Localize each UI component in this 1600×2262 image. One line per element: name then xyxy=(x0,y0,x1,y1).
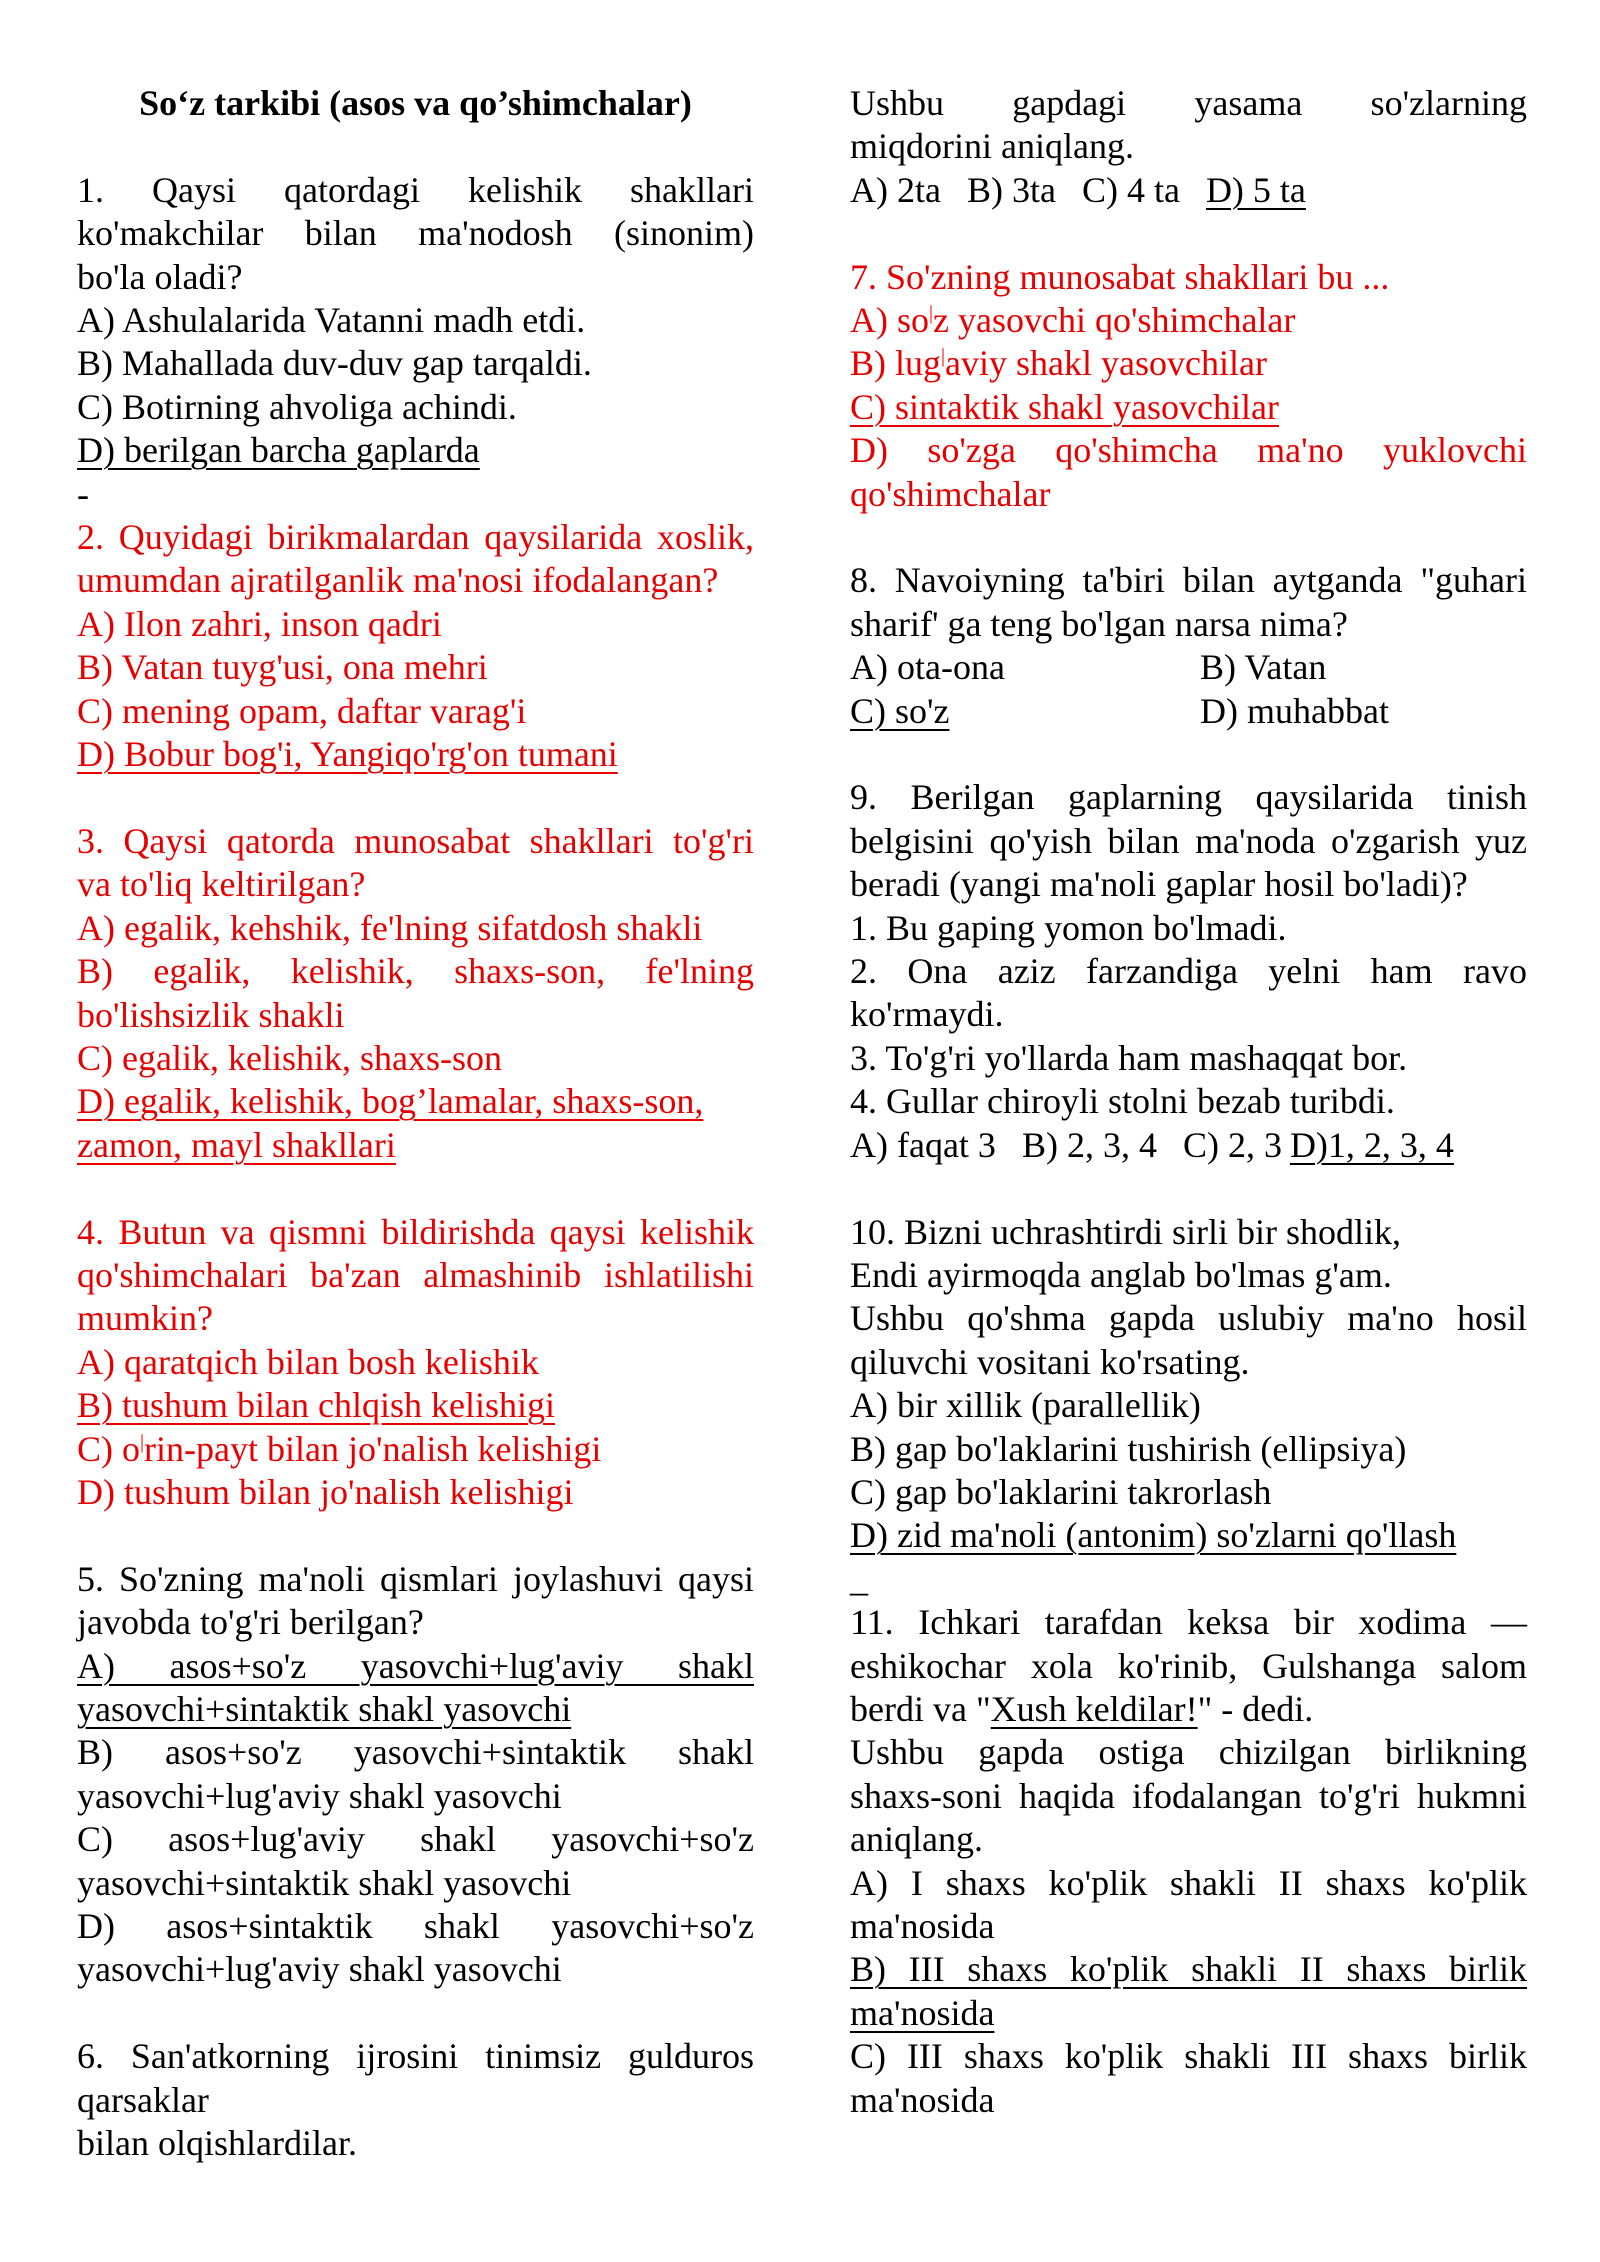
question-7-option-c-answer[interactable]: C) sintaktik shakl yasovchilar xyxy=(850,386,1279,427)
question-9-item: 3. To'g'ri yo'llarda ham mashaqqat bor. xyxy=(850,1037,1408,1078)
question-1 xyxy=(77,169,754,473)
question-10-text-line: qiluvchi vositani ko'rsating. xyxy=(850,1341,1250,1382)
question-10-text-line: 10. Bizni uchrashtirdi sirli bir shodlik, xyxy=(850,1211,1401,1252)
question-3-option-b[interactable]: B) egalik, kelishik, shaxs-son, fe'lning xyxy=(77,951,754,992)
question-6-text-line: miqdorini aniqlang. xyxy=(850,126,1134,167)
question-2-option-b[interactable]: B) Vatan tuyg'usi, ona mehri xyxy=(77,647,488,688)
question-6-text-line: qarsaklar xyxy=(77,2079,209,2120)
question-6-option-a[interactable]: A) 2ta xyxy=(850,169,941,210)
question-11-option-c[interactable]: C) III shaxs ko'plik shakli III shaxs birlik xyxy=(850,2036,1527,2077)
question-2-option-d-answer[interactable]: D) Bobur bog'i, Yangiqo'rg'on tumani xyxy=(77,734,618,775)
right-column xyxy=(850,82,1527,2165)
question-9-text-line: beradi (yangi ma'noli gaplar hosil bo'ladi)? xyxy=(850,864,1468,905)
question-8-options-row xyxy=(850,646,1527,689)
question-11-option-a[interactable]: A) I shaxs ko'plik shakli II shaxs ko'plik xyxy=(850,1862,1527,1903)
question-3-option-c[interactable]: C) egalik, kelishik, shaxs-son xyxy=(77,1037,502,1078)
question-3-option-d-answer[interactable]: D) egalik, kelishik, bog’lamalar, shaxs-son, xyxy=(77,1081,704,1122)
left-column xyxy=(77,82,754,2165)
question-7-option-d[interactable]: D) so'zga qo'shimcha ma'no yuklovchi xyxy=(850,430,1527,471)
question-1-option-b[interactable]: B) Mahallada duv-duv gap tarqaldi. xyxy=(77,343,592,384)
question-4-option-a[interactable]: A) qaratqich bilan bosh kelishik xyxy=(77,1341,539,1382)
question-5-option-c[interactable]: C) asos+lug'aviy shakl yasovchi+so'z xyxy=(77,1819,754,1860)
apostrophe-mark: | xyxy=(941,345,946,368)
question-9-item: 4. Gullar chiroyli stolni bezab turibdi. xyxy=(850,1081,1395,1122)
question-7-option-d-cont[interactable]: qo'shimchalar xyxy=(850,473,1051,514)
question-3-option-b-cont[interactable]: bo'lishsizlik shakli xyxy=(77,994,345,1035)
question-3-option-a[interactable]: A) egalik, kehshik, fe'lning sifatdosh shakli xyxy=(77,907,703,948)
question-10-option-b[interactable]: B) gap bo'laklarini tushirish (ellipsiya) xyxy=(850,1428,1407,1469)
question-11-option-a-cont[interactable]: ma'nosida xyxy=(850,1906,995,1946)
question-11-text-line: eshikochar xola ko'rinib, Gulshanga salom xyxy=(850,1645,1527,1686)
question-11-option-c-cont[interactable]: ma'nosida xyxy=(850,2079,995,2120)
question-8 xyxy=(850,559,1527,733)
question-6 xyxy=(77,2035,754,2165)
question-1-text-line: 1. Qaysi qatordagi kelishik shakllari xyxy=(77,169,754,210)
question-8-option-b[interactable]: B) Vatan xyxy=(1200,647,1327,688)
question-11-option-b-answer-cont[interactable]: ma'nosida xyxy=(850,1992,995,2033)
question-4-text-line: 4. Butun va qismni bildirishda qaysi kelishik xyxy=(77,1211,754,1252)
question-9-option-c[interactable]: C) 2, 3 xyxy=(1182,1124,1282,1165)
question-9-text-line: 9. Berilgan gaplarning qaysilarida tinish xyxy=(850,777,1527,818)
question-5-option-d-cont[interactable]: yasovchi+lug'aviy shakl yasovchi xyxy=(77,1949,562,1990)
question-9-item: 1. Bu gaping yomon bo'lmadi. xyxy=(850,907,1287,948)
question-1-text-line: bo'la oladi? xyxy=(77,256,243,297)
question-6-options xyxy=(850,169,1527,212)
question-8-option-c-answer[interactable]: C) so'z xyxy=(850,690,950,731)
apostrophe-mark: | xyxy=(929,302,934,325)
question-4-text-line: qo'shimchalari ba'zan almashinib ishlatilishi xyxy=(77,1254,754,1295)
question-5-option-b[interactable]: B) asos+so'z yasovchi+sintaktik shakl xyxy=(77,1732,754,1773)
question-4-option-c-pre: C) o xyxy=(77,1428,140,1469)
question-7-option-a-post: z yasovchi qo'shimchalar xyxy=(933,300,1296,341)
question-10-trailing-mark: _ xyxy=(850,1558,868,1599)
question-10-option-d-answer[interactable]: D) zid ma'noli (antonim) so'zlarni qo'llash xyxy=(850,1515,1457,1556)
question-1-trailing-mark: - xyxy=(77,473,89,514)
question-4-text-line: mumkin? xyxy=(77,1298,213,1339)
question-1-option-d-answer[interactable]: D) berilgan barcha gaplarda xyxy=(77,430,480,471)
question-6-text-line: bilan olqishlardilar. xyxy=(77,2123,357,2164)
question-5 xyxy=(77,1558,754,1992)
page-title: So‘z tarkibi (asos va qo’shimchalar) xyxy=(139,83,692,123)
question-9-item: 2. Ona aziz farzandiga yelni ham ravo xyxy=(850,951,1527,992)
question-2-option-a[interactable]: A) Ilon zahri, inson qadri xyxy=(77,603,442,644)
question-2-option-c[interactable]: C) mening opam, daftar varag'i xyxy=(77,690,527,731)
question-8-options-row xyxy=(850,690,1527,733)
question-5-option-c-cont[interactable]: yasovchi+sintaktik shakl yasovchi xyxy=(77,1862,572,1903)
question-5-text-line: javobda to'g'ri berilgan? xyxy=(77,1602,424,1643)
question-10-option-c[interactable]: C) gap bo'laklarini takrorlash xyxy=(850,1471,1272,1512)
question-3-option-d-answer-cont[interactable]: zamon, mayl shakllari xyxy=(77,1124,396,1165)
question-4-option-c[interactable] xyxy=(77,1428,754,1471)
question-11-text-post: " - dedi. xyxy=(1197,1688,1314,1729)
question-6-option-c[interactable]: C) 4 ta xyxy=(1081,169,1180,210)
question-9-option-b[interactable]: B) 2, 3, 4 xyxy=(1021,1124,1157,1165)
question-7-text: 7. So'zning munosabat shakllari bu ... xyxy=(850,256,1390,297)
question-11-text-line: 11. Ichkari tarafdan keksa bir xodima — xyxy=(850,1602,1527,1643)
question-9 xyxy=(850,776,1527,1167)
question-8-text-line: 8. Navoiyning ta'biri bilan aytganda "guhari xyxy=(850,560,1527,601)
question-11-underlined-phrase: Xush keldilar! xyxy=(990,1688,1198,1729)
question-10-option-a[interactable]: A) bir xillik (parallellik) xyxy=(850,1385,1201,1426)
question-3-text-line: 3. Qaysi qatorda munosabat shakllari to'g'ri xyxy=(77,820,754,861)
question-4-option-c-post: rin-payt bilan jo'nalish kelishigi xyxy=(144,1428,602,1469)
question-7 xyxy=(850,256,1527,516)
question-11-text-line: aniqlang. xyxy=(850,1819,983,1860)
question-10-text-line: Ushbu qo'shma gapda uslubiy ma'no hosil xyxy=(850,1298,1527,1339)
question-11-text-line: Ushbu gapda ostiga chizilgan birlikning xyxy=(850,1732,1527,1773)
question-7-option-a[interactable] xyxy=(850,299,1527,342)
question-10 xyxy=(850,1211,1527,1602)
worksheet-page xyxy=(77,82,1527,2165)
question-6-continued xyxy=(850,82,1527,212)
question-9-text-line: belgisini qo'yish bilan ma'noda o'zgarish yuz xyxy=(850,820,1527,861)
question-11-text-line: shaxs-soni haqida ifodalangan to'g'ri hukmni xyxy=(850,1775,1527,1816)
question-3 xyxy=(77,820,754,1167)
question-9-option-d-answer[interactable]: D)1, 2, 3, 4 xyxy=(1289,1124,1454,1165)
question-2-text-line: umumdan ajratilganlik ma'nosi ifodalangan? xyxy=(77,560,719,601)
question-9-option-a[interactable]: A) faqat 3 xyxy=(850,1124,996,1165)
question-3-text-line: va to'liq keltirilgan? xyxy=(77,864,366,905)
question-7-option-a-pre: A) so xyxy=(850,300,929,341)
question-4-option-d[interactable]: D) tushum bilan jo'nalish kelishigi xyxy=(77,1471,574,1512)
question-5-option-a-answer-cont[interactable]: yasovchi+sintaktik shakl yasovchi xyxy=(77,1688,572,1729)
question-2-text-line: 2. Quyidagi birikmalardan qaysilarida xoslik, xyxy=(77,517,754,558)
question-6-option-d-answer[interactable]: D) 5 ta xyxy=(1205,169,1306,210)
question-7-option-b-post: aviy shakl yasovchilar xyxy=(945,343,1267,384)
question-4 xyxy=(77,1211,754,1515)
question-11-option-b-answer[interactable]: B) III shaxs ko'plik shakli II shaxs birlik xyxy=(850,1949,1527,1990)
question-6-option-b[interactable]: B) 3ta xyxy=(966,169,1056,210)
question-10-text-line: Endi ayirmoqda anglab bo'lmas g'am. xyxy=(850,1254,1392,1295)
question-8-text-line: sharif' ga teng bo'lgan narsa nima? xyxy=(850,603,1348,644)
question-2 xyxy=(77,473,754,777)
question-5-option-d[interactable]: D) asos+sintaktik shakl yasovchi+so'z xyxy=(77,1906,754,1946)
question-1-option-c[interactable]: C) Botirning ahvoliga achindi. xyxy=(77,386,517,427)
question-8-option-a[interactable]: A) ota-ona xyxy=(850,647,1005,688)
question-7-option-b[interactable] xyxy=(850,342,1527,385)
question-9-item: ko'rmaydi. xyxy=(850,994,1004,1035)
question-8-option-d[interactable]: D) muhabbat xyxy=(1200,690,1389,731)
question-5-text-line: 5. So'zning ma'noli qismlari joylashuvi qaysi xyxy=(77,1558,754,1599)
question-11-text-pre: berdi va " xyxy=(850,1688,991,1729)
question-9-options xyxy=(850,1124,1527,1167)
question-11-text-line xyxy=(850,1688,1527,1731)
question-6-text-line: 6. San'atkorning ijrosini tinimsiz gulduros xyxy=(77,2036,754,2077)
question-5-option-a-answer[interactable]: A) asos+so'z yasovchi+lug'aviy shakl xyxy=(77,1645,754,1686)
question-5-option-b-cont[interactable]: yasovchi+lug'aviy shakl yasovchi xyxy=(77,1775,562,1816)
question-6-text-line: Ushbu gapdagi yasama so'zlarning xyxy=(850,83,1527,123)
question-11 xyxy=(850,1601,1527,2122)
question-7-option-b-pre: B) lug xyxy=(850,343,942,384)
question-1-option-a[interactable]: A) Ashulalarida Vatanni madh etdi. xyxy=(77,300,586,341)
question-1-text-line: ko'makchilar bilan ma'nodosh (sinonim) xyxy=(77,213,754,254)
apostrophe-mark: | xyxy=(140,1430,145,1453)
question-4-option-b-answer[interactable]: B) tushum bilan chlqish kelishigi xyxy=(77,1385,555,1426)
